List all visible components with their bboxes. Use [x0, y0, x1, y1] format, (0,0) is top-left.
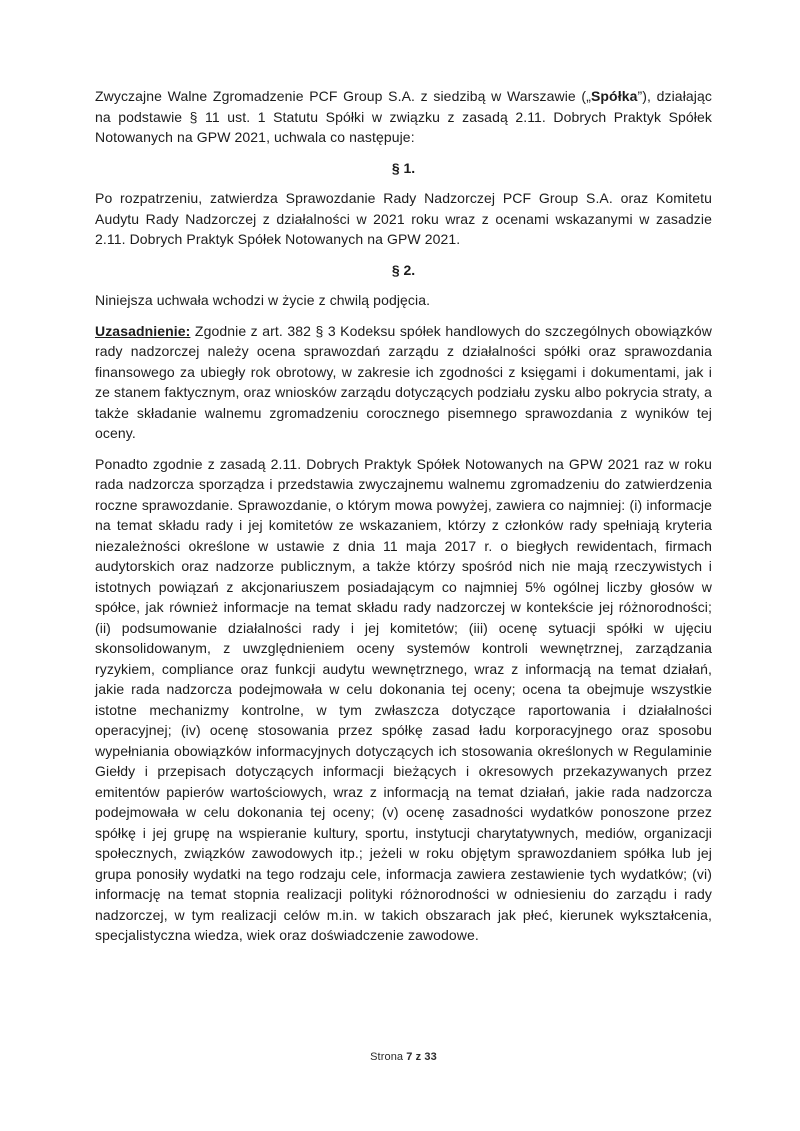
- page-footer: [95, 1050, 712, 1065]
- section-2-body: Niniejsza uchwała wchodzi w życie z chwilą podjęcia.: [95, 292, 431, 308]
- justification-text-1: Zgodnie z art. 382 § 3 Kodeksu spółek handlowych do szczególnych obowiązków rady nadzorczej należy ocena sprawozdań zarządu z działalności spółki oraz sprawozdania finansowego za ubiegły rok obrotowy, w zakresie ich zgodności z księgami i dokumentami, jak i ze stanem faktycznym, oraz wniosków zarządu dotyczących podziału zysku albo pokrycia straty, a także składanie walnemu zgromadzeniu corocznego pisemnego sprawozdania z wyników tej oceny.: [95, 322, 712, 441]
- section-1-heading: § 1.: [391, 159, 416, 176]
- footer-page-number: 7 z 33: [406, 1051, 437, 1063]
- justification-paragraph-1: [95, 321, 712, 444]
- paragraph-intro: [95, 86, 712, 148]
- intro-company-name: Spółka: [590, 88, 638, 104]
- intro-text-before: Zwyczajne Walne Zgromadzenie PCF Group S.A. z siedzibą w Warszawie („: [95, 88, 591, 104]
- section-1-body: Po rozpatrzeniu, zatwierdza Sprawozdanie Rady Nadzorczej PCF Group S.A. oraz Komitetu Audytu Rady Nadzorczej z działalności w 2021 roku wraz z ocenami wskazanymi w zasadzie 2.11. Dobrych Praktyk Spółek Notowanych na GPW 2021.: [95, 190, 712, 247]
- intro-text-after: ”), działając na podstawie § 11 ust. 1 Statutu Spółki w związku z zasadą 2.11. Dobrych Praktyk Spółek Notowanych na GPW 2021, uchwala co następuje:: [95, 88, 712, 145]
- section-2-heading: § 2.: [391, 261, 416, 278]
- justification-paragraph-2: Ponadto zgodnie z zasadą 2.11. Dobrych Praktyk Spółek Notowanych na GPW 2021 raz w roku rada nadzorcza sporządza i przedstawia zwyczajnemu walnemu zgromadzeniu do zatwierdzenia roczne sprawozdanie. Sprawozdanie, o którym mowa powyżej, zawiera co najmniej: (i) informacje na temat składu rady i jej komitetów ze wskazaniem, którzy z członków rady spełniają kryteria niezależności określone w ustawie z dnia 11 maja 2017 r. o biegłych rewidentach, firmach audytorskich oraz nadzorze publicznym, a także którzy spośród nich nie mają rzeczywistych i istotnych powiązań z akcjonariuszem posiadającym co najmniej 5% ogólnej liczby głosów w spółce, jak również informacje na temat składu rady nadzorczej w kontekście jej różnorodności; (ii) podsumowanie działalności rady i jej komitetów; (iii) ocenę sytuacji spółki w ujęciu skonsolidowanym, z uwzględnieniem oceny systemów kontroli wewnętrznej, zarządzania ryzykiem, compliance oraz funkcji audytu wewnętrznego, wraz z informacją na temat działań, jakie rada nadzorcza podejmowała w celu dokonania tej oceny; ocena ta obejmuje wszystkie istotne mechanizmy kontrolne, w tym zwłaszcza dotyczące raportowania i działalności operacyjnej; (iv) ocenę stosowania przez spółkę zasad ładu korporacyjnego oraz sposobu wypełniania obowiązków informacyjnych dotyczących ich stosowania określonych w Regulaminie Giełdy i przepisach dotyczących informacji bieżących i okresowych przekazywanych przez emitentów papierów wartościowych, wraz z informacją na temat działań, jakie rada nadzorcza podejmowała w celu dokonania tej oceny; (v) ocenę zasadności wydatków ponoszone przez spółkę i jej grupę na wspieranie kultury, sportu, instytucji charytatywnych, mediów, organizacji społecznych, związków zawodowych itp.; jeżeli w roku objętym sprawozdaniem spółka lub jej grupa ponosiły wydatki na tego rodzaju cele, informacja zawiera zestawienie tych wydatków; (vi) informację na temat stopnia realizacji polityki różnorodności w odniesieniu do zarządu i rady nadzorczej, w tym realizacji celów m.in. w takich obszarach jak płeć, kierunek wykształcenia, specjalistyczna wiedza, wiek oraz doświadczenie zawodowe.: [95, 455, 712, 943]
- footer-page-label: Strona: [370, 1051, 407, 1063]
- justification-label: Uzasadnienie:: [95, 322, 191, 339]
- document-content: [95, 86, 712, 956]
